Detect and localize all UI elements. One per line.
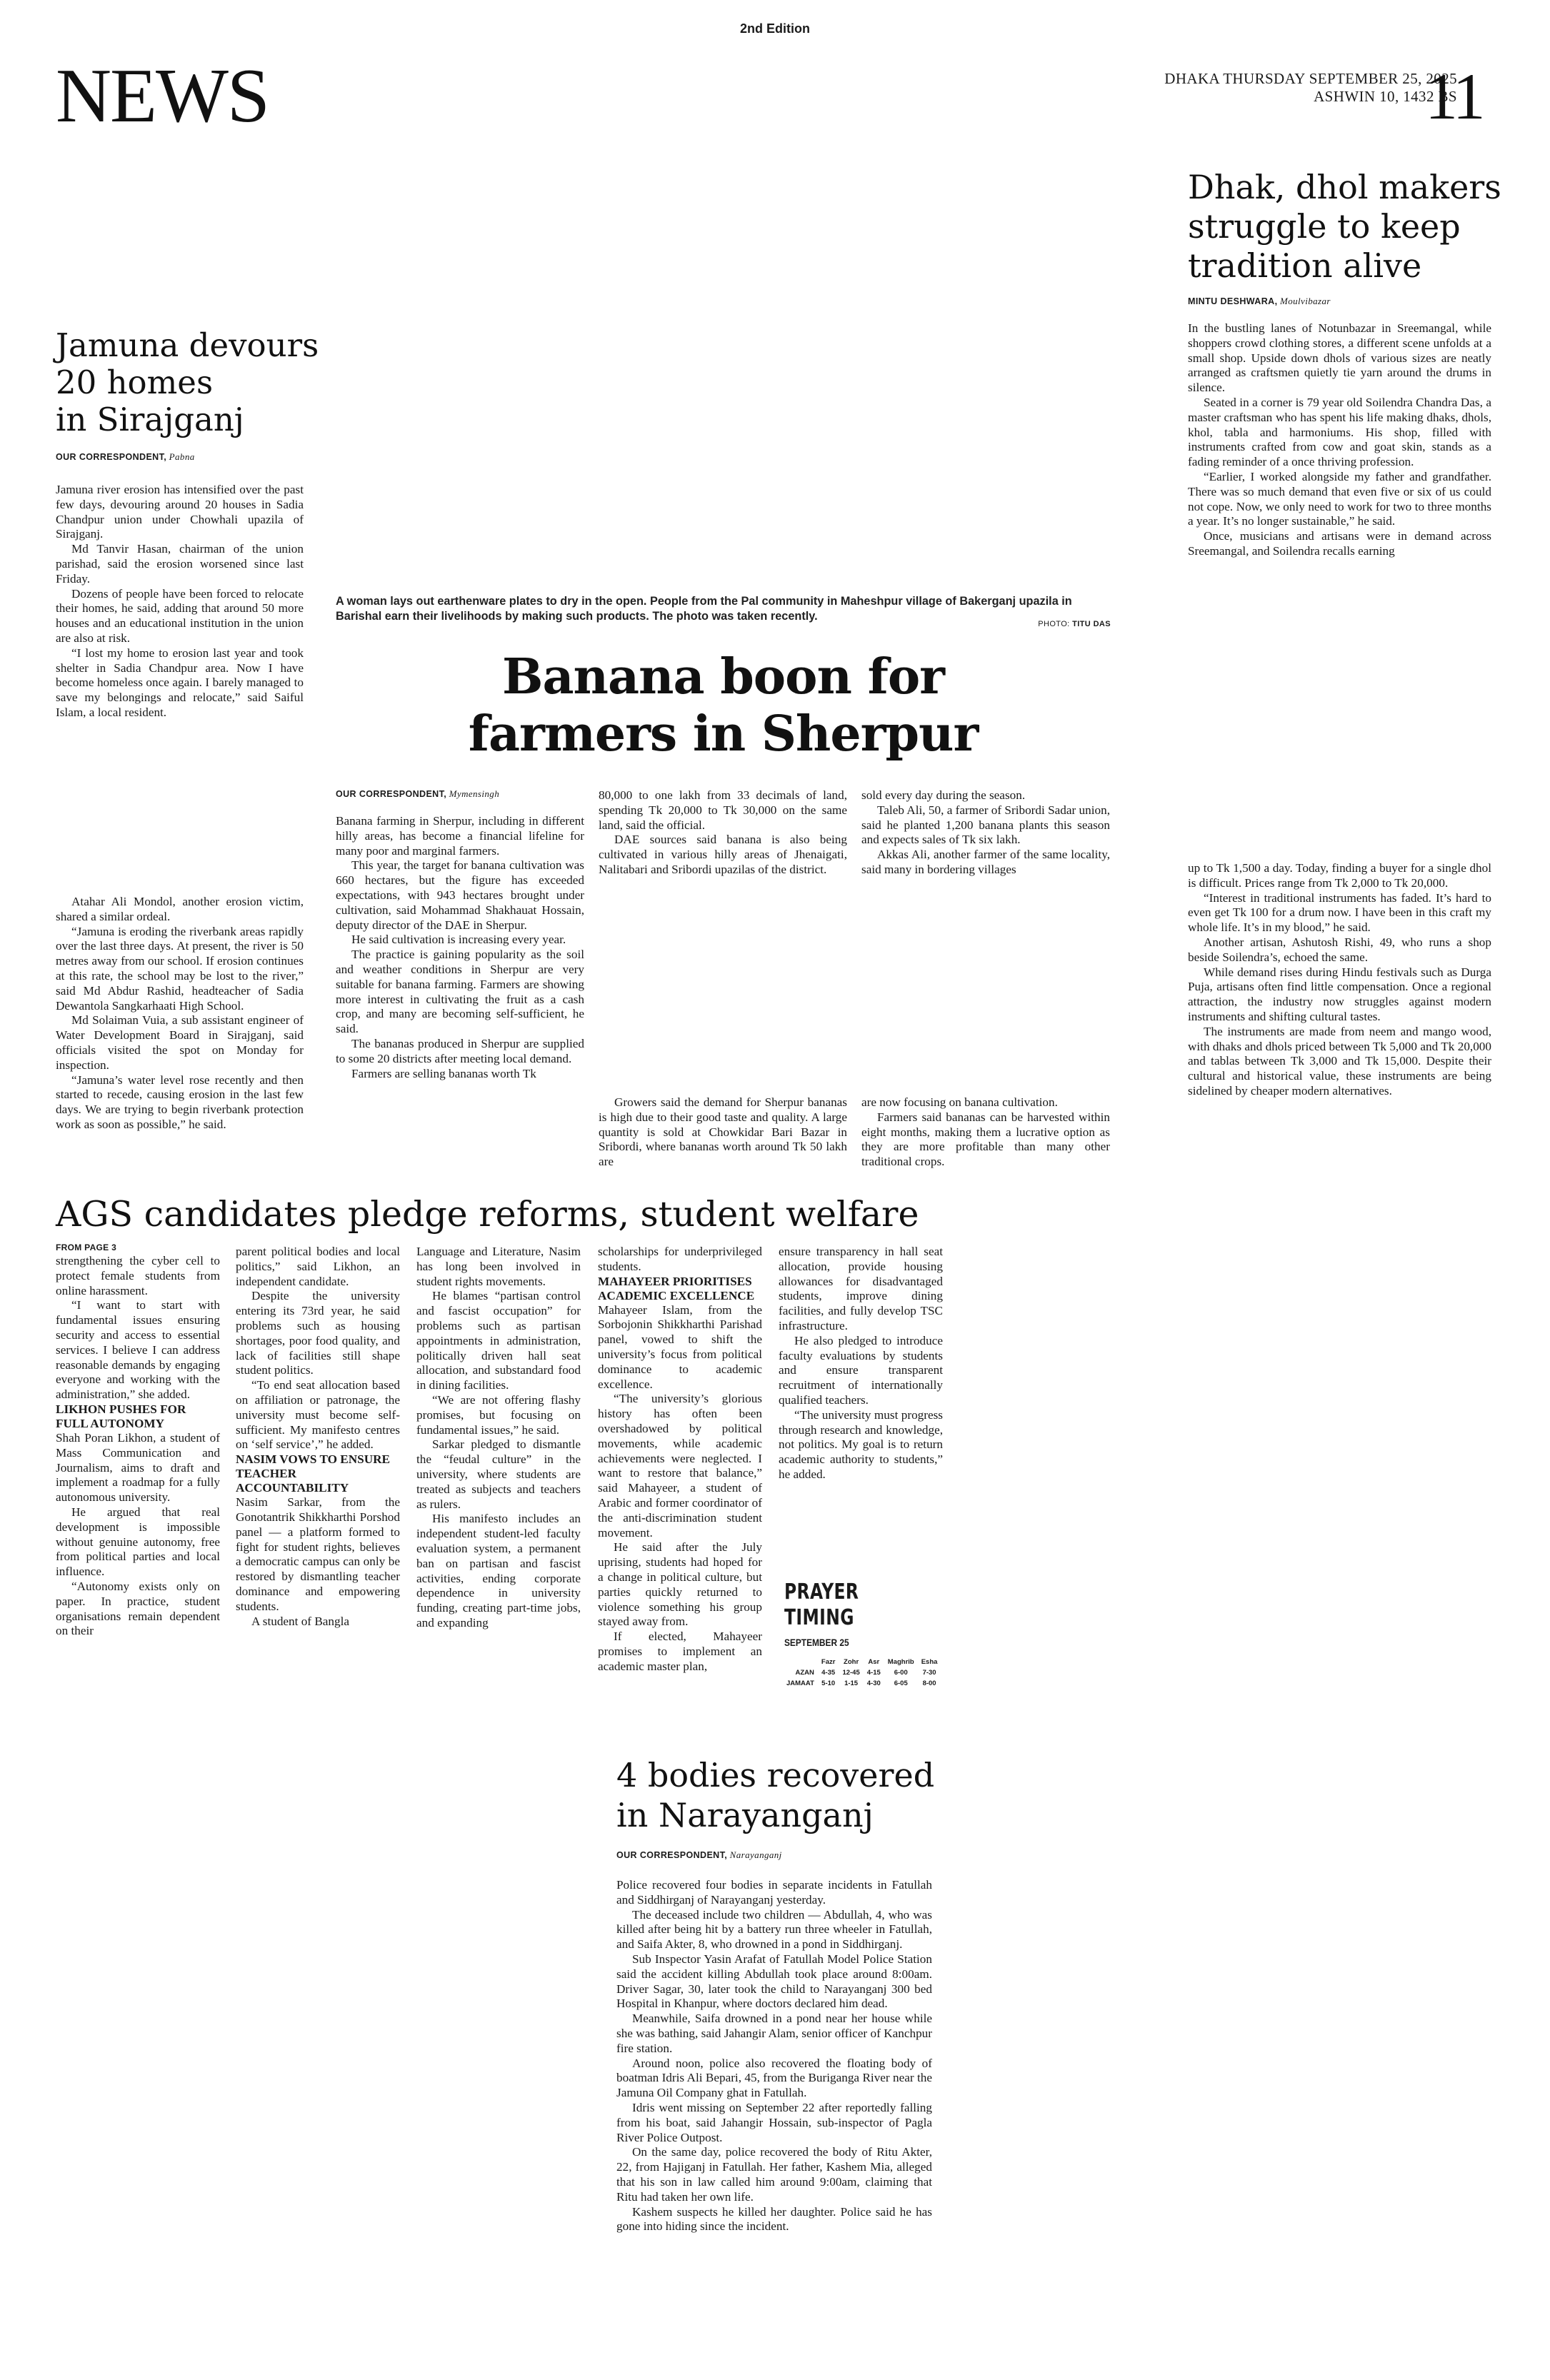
edition-label: 2nd Edition xyxy=(740,21,810,36)
ags-paragraph: Nasim Sarkar, from the Gonotantrik Shikkharthi Porshod panel — a platform formed to fight for student rights, believes a democratic campus can only be restored by dismantling teacher dominance and empowering students. xyxy=(236,1495,400,1613)
prayer-date: SEPTEMBER 25 xyxy=(784,1637,849,1648)
ags-paragraph: A student of Bangla xyxy=(251,1614,350,1628)
photo-credit-name: TITU DAS xyxy=(1072,620,1111,628)
date-line xyxy=(1043,70,1457,106)
dhak-body-bottom: up to Tk 1,500 a day. Today, finding a buyer for a single dhol is difficult. Prices range from Tk 2,000 to Tk 20,000. “Interest in traditional instruments has faded. It’s hard to even get Tk 100 for a drum now. I have been in this craft my whole life. It’s in my blood,” he said. Another artisan, Ashutosh Rishi, 49, who runs a shop beside Soilendra’s, echoed the same. While demand rises during Hindu festivals such as Durga Puja, artisans often find little compensation. Once a regional attraction, the industry now struggles against modern instruments and shifting cultural tastes. The instruments are made from neem and mango wood, with dhaks and dhols priced between Tk 5,000 and Tk 20,000 and tablas between Tk 3,000 and Tk 15,000. Despite their cultural and historical value, these instruments are being sidelined by cheaper modern alternatives. xyxy=(1188,861,1491,1098)
ags-paragraph: His manifesto includes an independent student-led faculty evaluation system, a permanent ban on partisan and fascist activities, ending corporate dependence in university funding, creating part-time jobs, and expanding xyxy=(416,1512,581,1630)
ags-paragraph: He also pledged to introduce faculty evaluations by students and ensure transparent recruitment of internationally qualified teachers. xyxy=(779,1333,943,1407)
dhak-byline: MINTU DESHWARA, Moulvibazar xyxy=(1188,296,1331,306)
ags-subhead: NASIM VOWS TO ENSURE TEACHER ACCOUNTABILITY xyxy=(236,1452,390,1495)
prayer-time-cell: 5-10 xyxy=(821,1679,836,1687)
ags-paragraph: If elected, Mahayeer promises to implement an academic master plan, xyxy=(598,1630,762,1673)
ags-paragraph: “Autonomy exists only on paper. In practice, student organisations remain dependent on their xyxy=(56,1579,220,1638)
dhak-headline: Dhak, dhol makers struggle to keep tradition alive xyxy=(1188,168,1501,285)
photo xyxy=(336,170,1111,590)
prayer-time-cell: 1-15 xyxy=(844,1679,859,1687)
jamuna-byline: OUR CORRESPONDENT, Pabna xyxy=(56,451,195,462)
banana-byline: OUR CORRESPONDENT, Mymensingh xyxy=(336,788,500,799)
ags-paragraph: ensure transparency in hall seat allocation, provide housing allowances for disadvantaged students, improve dining facilities, and fully develop TSC infrastructure. xyxy=(779,1245,943,1332)
prayer-time-cell: 8-00 xyxy=(922,1679,936,1687)
prayer-time-cell: 4-15 xyxy=(866,1669,881,1677)
prayer-time-cell: 6-00 xyxy=(894,1669,908,1677)
bodies-headline: 4 bodies recovered in Narayanganj xyxy=(616,1756,935,1834)
prayer-header-cell: Maghrib xyxy=(887,1658,914,1666)
dhak-body-top: In the bustling lanes of Notunbazar in Sreemangal, while shoppers crowd clothing stores, a different scene unfolds at a small shop. Upside down dhols of various sizes are neatly arranged as craftsmen quietly tie yarn around the drums in silence. Seated in a corner is 79 year old Soilendra Chandra Das, a master craftsman who has spent his life making dhaks, dhols, khol, tabla and harmoniums. His shop, filled with instruments crafted from cow and goat skin, stands as a fading reminder of a once thriving profession. “Earlier, I worked alongside my father and grandfather. There was so much demand that even five or six of us could not cope. Now, we only need to work for two to three months a year. It’s no longer sustainable,” he said. Once, musicians and artisans were in demand across Sreemangal, and Soilendra recalls earning xyxy=(1188,321,1491,558)
ags-subhead: LIKHON PUSHES FOR FULL AUTONOMY xyxy=(56,1402,186,1430)
jamuna-body-top: Jamuna river erosion has intensified over the past few days, devouring around 20 houses in Sadia Chandpur union under Chowhali upazila of Sirajganj. Md Tanvir Hasan, chairman of the union parishad, said the erosion worsened since last Friday. Dozens of people have been forced to relocate their homes, he said, adding that around 50 more houses and an educational institution in the union are also at risk. “I lost my home to erosion last year and took shelter in Sadia Chandpur area. Now I have become homeless once again. I barely managed to save my belongings and relocate,” said Saiful Islam, a local resident. xyxy=(56,483,304,719)
prayer-header-cell xyxy=(783,1657,818,1667)
prayer-header-row xyxy=(783,1657,941,1667)
prayer-row-label: AZAN xyxy=(795,1669,814,1677)
prayer-table xyxy=(783,1657,941,1689)
banana-col1: Banana farming in Sherpur, including in different hilly areas, has become a financial lifeline for many poor and marginal farmers. This year, the target for banana cultivation was 660 hectares, but the figure has exceeded expectations, with 943 hectares brought under cultivation, said Mohammad Shakhauat Hossain, deputy director of the DAE in Sherpur. He said cultivation is increasing every year. The practice is gaining popularity as the soil and weather conditions in Sherpur are very suitable for banana farming. Farmers are showing more interest in cultivating the fruit as a cash crop, and many are becoming self-sufficient, he said. The bananas produced in Sherpur are supplied to some 20 districts after meeting local demand. Farmers are selling bananas worth Tk xyxy=(336,814,584,1080)
jamuna-body-bottom: Atahar Ali Mondol, another erosion victim, shared a similar ordeal. “Jamuna is eroding the riverbank areas rapidly over the last three days. At present, the river is 50 metres away from our school. If erosion continues at this rate, the school may be lost to the river,” said Md Abdur Rashid, headteacher of Sadia Dewantola Sangkarhaati High School. Md Solaiman Vuia, a sub assistant engineer of Water Development Board in Sirajganj, said officials visited the spot on Monday for inspection. “Jamuna’s water level rose recently and then started to recede, causing erosion in the last few days. We are trying to begin riverbank protection work as soon as possible,” he said. xyxy=(56,895,304,1131)
ags-paragraph: Language and Literature, Nasim has long been involved in student rights movements. xyxy=(416,1245,581,1288)
ags-from-page: FROM PAGE 3 xyxy=(56,1242,117,1252)
ags-paragraph: “The university must progress through research and knowledge, not politics. My goal is to return academic authority to students,” he added. xyxy=(779,1407,943,1481)
photo-credit-label: PHOTO: xyxy=(1038,620,1070,628)
prayer-time-cell: 7-30 xyxy=(922,1669,936,1677)
ags-paragraph: strengthening the cyber cell to protect female students from online harassment. xyxy=(56,1254,220,1297)
ags-paragraph: “The university’s glorious history has often been overshadowed by political movements, while academic achievements were neglected. I want to restore that balance,” said Mahayeer, a student of Arabic and former coordinator of the anti-discrimination student movement. xyxy=(598,1392,762,1540)
prayer-header-cell: Esha xyxy=(921,1658,938,1666)
banana-col2-top: 80,000 to one lakh from 33 decimals of land, spending Tk 20,000 to Tk 30,000 on the same land, said the official. DAE sources said banana is also being cultivated in various hilly areas of Jhenaigati, Nalitabari and Sribordi upazilas of the district. xyxy=(599,788,847,876)
ags-paragraph: Sarkar pledged to dismantle the “feudal culture” in the university, where students are treated as subjects and teachers as rulers. xyxy=(416,1437,581,1511)
ags-paragraph: Mahayeer Islam, from the Sorbojonin Shikkharthi Parishad panel, vowed to shift the university’s focus from political dominance to academic excellence. xyxy=(598,1302,762,1391)
prayer-row xyxy=(783,1678,941,1689)
ags-subhead: MAHAYEER PRIORITISES ACADEMIC EXCELLENCE xyxy=(598,1274,755,1302)
prayer-time-cell: 6-05 xyxy=(894,1679,908,1687)
ags-col4 xyxy=(598,1245,762,1674)
bengali-date: ASHWIN 10, 1432 BS xyxy=(1314,88,1457,105)
banana-headline: Banana boon for farmers in Sherpur xyxy=(468,648,979,763)
ags-paragraph: “To end seat allocation based on affiliation or patronage, the university must become self-sufficient. My manifesto centres on ‘self service’,” he added. xyxy=(236,1378,400,1452)
ags-paragraph: parent political bodies and local politics,” said Likhon, an independent candidate. xyxy=(236,1245,400,1288)
caption-text: A woman lays out earthenware plates to dry in the open. People from the Pal community in Maheshpur village of Bakerganj upazila in Barishal earn their livelihoods by making such products. The photo was taken recently. xyxy=(336,595,1072,623)
prayer-header-cell: Asr xyxy=(868,1658,880,1666)
ags-paragraph: Shah Poran Likhon, a student of Mass Communication and Journalism, aims to draft and implement a roadmap for a fully autonomous university. xyxy=(56,1430,220,1505)
prayer-row-label: JAMAAT xyxy=(786,1679,814,1687)
ags-headline: AGS candidates pledge reforms, student welfare xyxy=(56,1194,919,1235)
prayer-header-cell: Fazr xyxy=(821,1658,836,1666)
bodies-body: Police recovered four bodies in separate incidents in Fatullah and Siddhirganj of Narayanganj yesterday. The deceased include two children — Abdullah, 4, who was killed after being hit by a battery run three wheeler in Fatullah, and Saifa Akter, 8, who drowned in a pond in Siddhirganj. Sub Inspector Yasin Arafat of Fatullah Model Police Station said the accident killing Abdullah took place around 8:00am. Driver Sagar, 30, later took the child to Narayanganj 300 bed Hospital in Khanpur, where doctors declared him dead. Meanwhile, Saifa drowned in a pond near her house while she was bathing, said Jahangir Alam, senior officer of Kanchpur fire station. Around noon, police also recovered the floating body of boatman Idris Ali Bepari, 45, from the Buriganga River near the Jamuna Oil Company ghat in Fatullah. Idris went missing on September 22 after reportedly falling from his boat, said Jahangir Hossain, sub-inspector of Pagla River Police Outpost. On the same day, police recovered the body of Ritu Akter, 22, from Hajiganj in Fatullah. Her father, Kashem Mia, alleged that his son in law called him around 9:00am, claiming that Ritu had taken her own life. Kashem suspects he killed her daughter. Police said he has gone into hiding since the incident. xyxy=(616,1878,932,2234)
section-title: NEWS xyxy=(56,54,269,139)
banana-col3-top: sold every day during the season. Taleb Ali, 50, a farmer of Sribordi Sadar union, said he planted 1,200 banana plants this season and expects sales of Tk six lakh. Akkas Ali, another farmer of the same locality, said many in bordering villages xyxy=(861,788,1110,876)
ags-col1 xyxy=(56,1254,220,1639)
ags-paragraph: “We are not offering flashy promises, but focusing on fundamental issues,” he said. xyxy=(416,1392,581,1437)
prayer-time-cell: 12-45 xyxy=(842,1669,860,1677)
page-number: 11 xyxy=(1425,60,1483,133)
ags-paragraph: He blames “partisan control and fascist occupation” for problems such as partisan appointments in administration, politically driven hall seat allocation, and substandard food in dining facilities. xyxy=(416,1289,581,1392)
prayer-header-cell: Zohr xyxy=(844,1658,859,1666)
jamuna-headline: Jamuna devours 20 homes in Sirajganj xyxy=(56,326,319,438)
ags-col3 xyxy=(416,1245,581,1631)
prayer-title: PRAYER TIMING xyxy=(784,1580,859,1630)
ags-paragraph: He argued that real development is impossible without genuine autonomy, free from political parties and local influence. xyxy=(56,1505,220,1579)
prayer-row xyxy=(783,1667,941,1678)
gregorian-date: DHAKA THURSDAY SEPTEMBER 25, 2025 xyxy=(1164,70,1457,87)
prayer-time-cell: 4-35 xyxy=(821,1669,836,1677)
banana-col2-bottom: Growers said the demand for Sherpur bananas is high due to their good taste and quality. A large quantity is sold at Chowkidar Bari Bazar in Sribordi, where bananas worth around Tk 50 lakh are xyxy=(599,1095,847,1169)
ags-paragraph: “I want to start with fundamental issues ensuring security and access to essential services. I believe I can address reasonable demands by engaging everyone and working with the administration,” she added. xyxy=(56,1298,220,1402)
banana-col3-bottom: are now focusing on banana cultivation. Farmers said bananas can be harvested within eight months, making them a lucrative option as they are more profitable than many other traditional crops. xyxy=(861,1095,1110,1169)
ags-paragraph: Despite the university entering its 73rd year, he said problems such as housing shortages, poor food quality, and lack of facilities still shape student politics. xyxy=(236,1289,400,1377)
photo-credit xyxy=(979,620,1111,628)
ags-col5 xyxy=(779,1245,943,1482)
ags-col2 xyxy=(236,1245,400,1629)
ags-paragraph: scholarships for underprivileged students. xyxy=(598,1245,762,1273)
bodies-byline: OUR CORRESPONDENT, Narayanganj xyxy=(616,1849,782,1860)
ags-paragraph: He said after the July uprising, students had hoped for a change in political culture, but parties quickly returned to violence something his group stayed away from. xyxy=(598,1540,762,1629)
prayer-time-cell: 4-30 xyxy=(866,1679,881,1687)
